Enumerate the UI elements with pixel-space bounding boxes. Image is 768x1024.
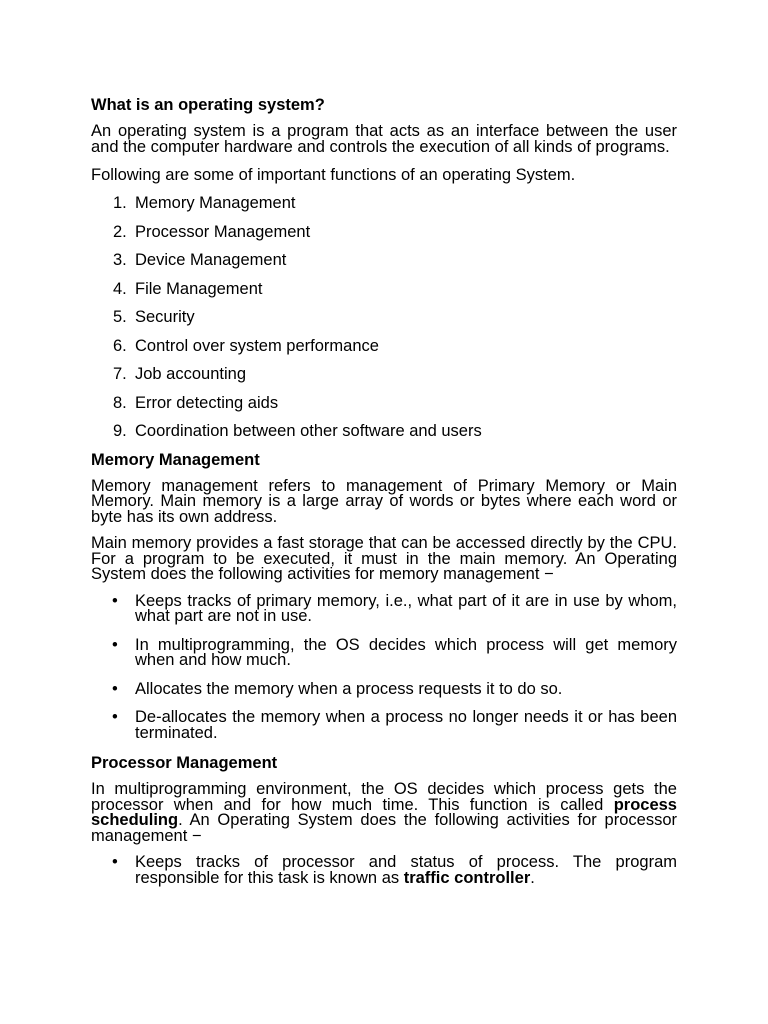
bullet-icon: • <box>112 679 118 698</box>
memory-management-heading: Memory Management <box>91 450 260 469</box>
list-number: 6. <box>113 336 127 355</box>
list-label: File Management <box>135 279 263 298</box>
processor-paragraph <box>91 782 677 844</box>
list-label: Memory Management <box>135 194 296 212</box>
list-label: Coordination between other software and users <box>135 422 482 440</box>
bullet-text-part1: Keeps tracks of processor and status of process. The program responsible for this task is known as <box>135 853 677 887</box>
bullet-icon: • <box>112 853 118 871</box>
list-item <box>91 337 677 356</box>
list-item <box>91 591 677 625</box>
bullet-text-part2: . <box>530 868 535 887</box>
list-item <box>91 194 677 213</box>
bullet-icon: • <box>112 635 118 654</box>
traffic-controller-term: traffic controller <box>403 868 531 887</box>
list-number: 3. <box>113 251 127 269</box>
list-number: 8. <box>113 393 127 412</box>
list-item <box>91 251 677 270</box>
bullet-icon: • <box>112 708 118 726</box>
list-item <box>91 422 677 441</box>
processor-activities-list <box>91 855 677 886</box>
list-item <box>91 308 677 327</box>
list-label: Error detecting aids <box>135 393 279 412</box>
list-number: 5. <box>113 308 127 326</box>
list-item <box>91 280 677 299</box>
list-item <box>91 223 677 242</box>
list-number: 7. <box>113 365 127 383</box>
list-number: 4. <box>113 279 127 298</box>
functions-list <box>91 194 677 441</box>
list-label: Processor Management <box>135 222 311 241</box>
list-item <box>91 710 677 741</box>
bullet-text: De-allocates the memory when a process no longer needs it or has been terminated. <box>135 708 677 742</box>
document-title: What is an operating system? <box>91 96 325 114</box>
list-label: Security <box>135 308 195 326</box>
document-page <box>91 96 677 899</box>
processor-management-heading: Processor Management <box>91 754 278 772</box>
process-scheduling-term: process scheduling <box>91 795 677 829</box>
list-label: Job accounting <box>135 365 246 383</box>
bullet-text: Keeps tracks of primary memory, i.e., what part of it are in use by whom, what part are not in use. <box>135 591 677 625</box>
list-number: 1. <box>113 194 127 212</box>
list-item <box>91 855 677 886</box>
list-label: Device Management <box>135 251 287 269</box>
memory-paragraph-1: Memory management refers to management of Primary Memory or Main Memory. Main memory is a large array of words or bytes where each word or byte has its own address. <box>91 476 677 526</box>
processor-text-part2: . An Operating System does the following activities for processor management − <box>91 811 677 845</box>
bullet-text: Allocates the memory when a process requests it to do so. <box>135 679 563 698</box>
list-number: 9. <box>113 422 127 440</box>
list-item <box>91 365 677 384</box>
bullet-text: In multiprogramming, the OS decides which process will get memory when and how much. <box>135 635 677 669</box>
list-item <box>91 635 677 669</box>
bullet-icon: • <box>112 591 118 610</box>
intro-paragraph: An operating system is a program that acts as an interface between the user and the computer hardware and controls the execution of all kinds of programs. <box>91 122 677 156</box>
list-label: Control over system performance <box>135 336 379 355</box>
processor-text-part1: In multiprogramming environment, the OS decides which process gets the processor when and for how much time. This function is called <box>91 780 677 814</box>
list-number: 2. <box>113 222 127 241</box>
list-item <box>91 394 677 413</box>
memory-paragraph-2: Main memory provides a fast storage that can be accessed directly by the CPU. For a program to be executed, it must in the main memory. An Operating System does the following activities for memory management − <box>91 534 677 583</box>
functions-intro: Following are some of important functions of an operating System. <box>91 166 576 184</box>
list-item <box>91 679 677 698</box>
memory-activities-list <box>91 591 677 742</box>
